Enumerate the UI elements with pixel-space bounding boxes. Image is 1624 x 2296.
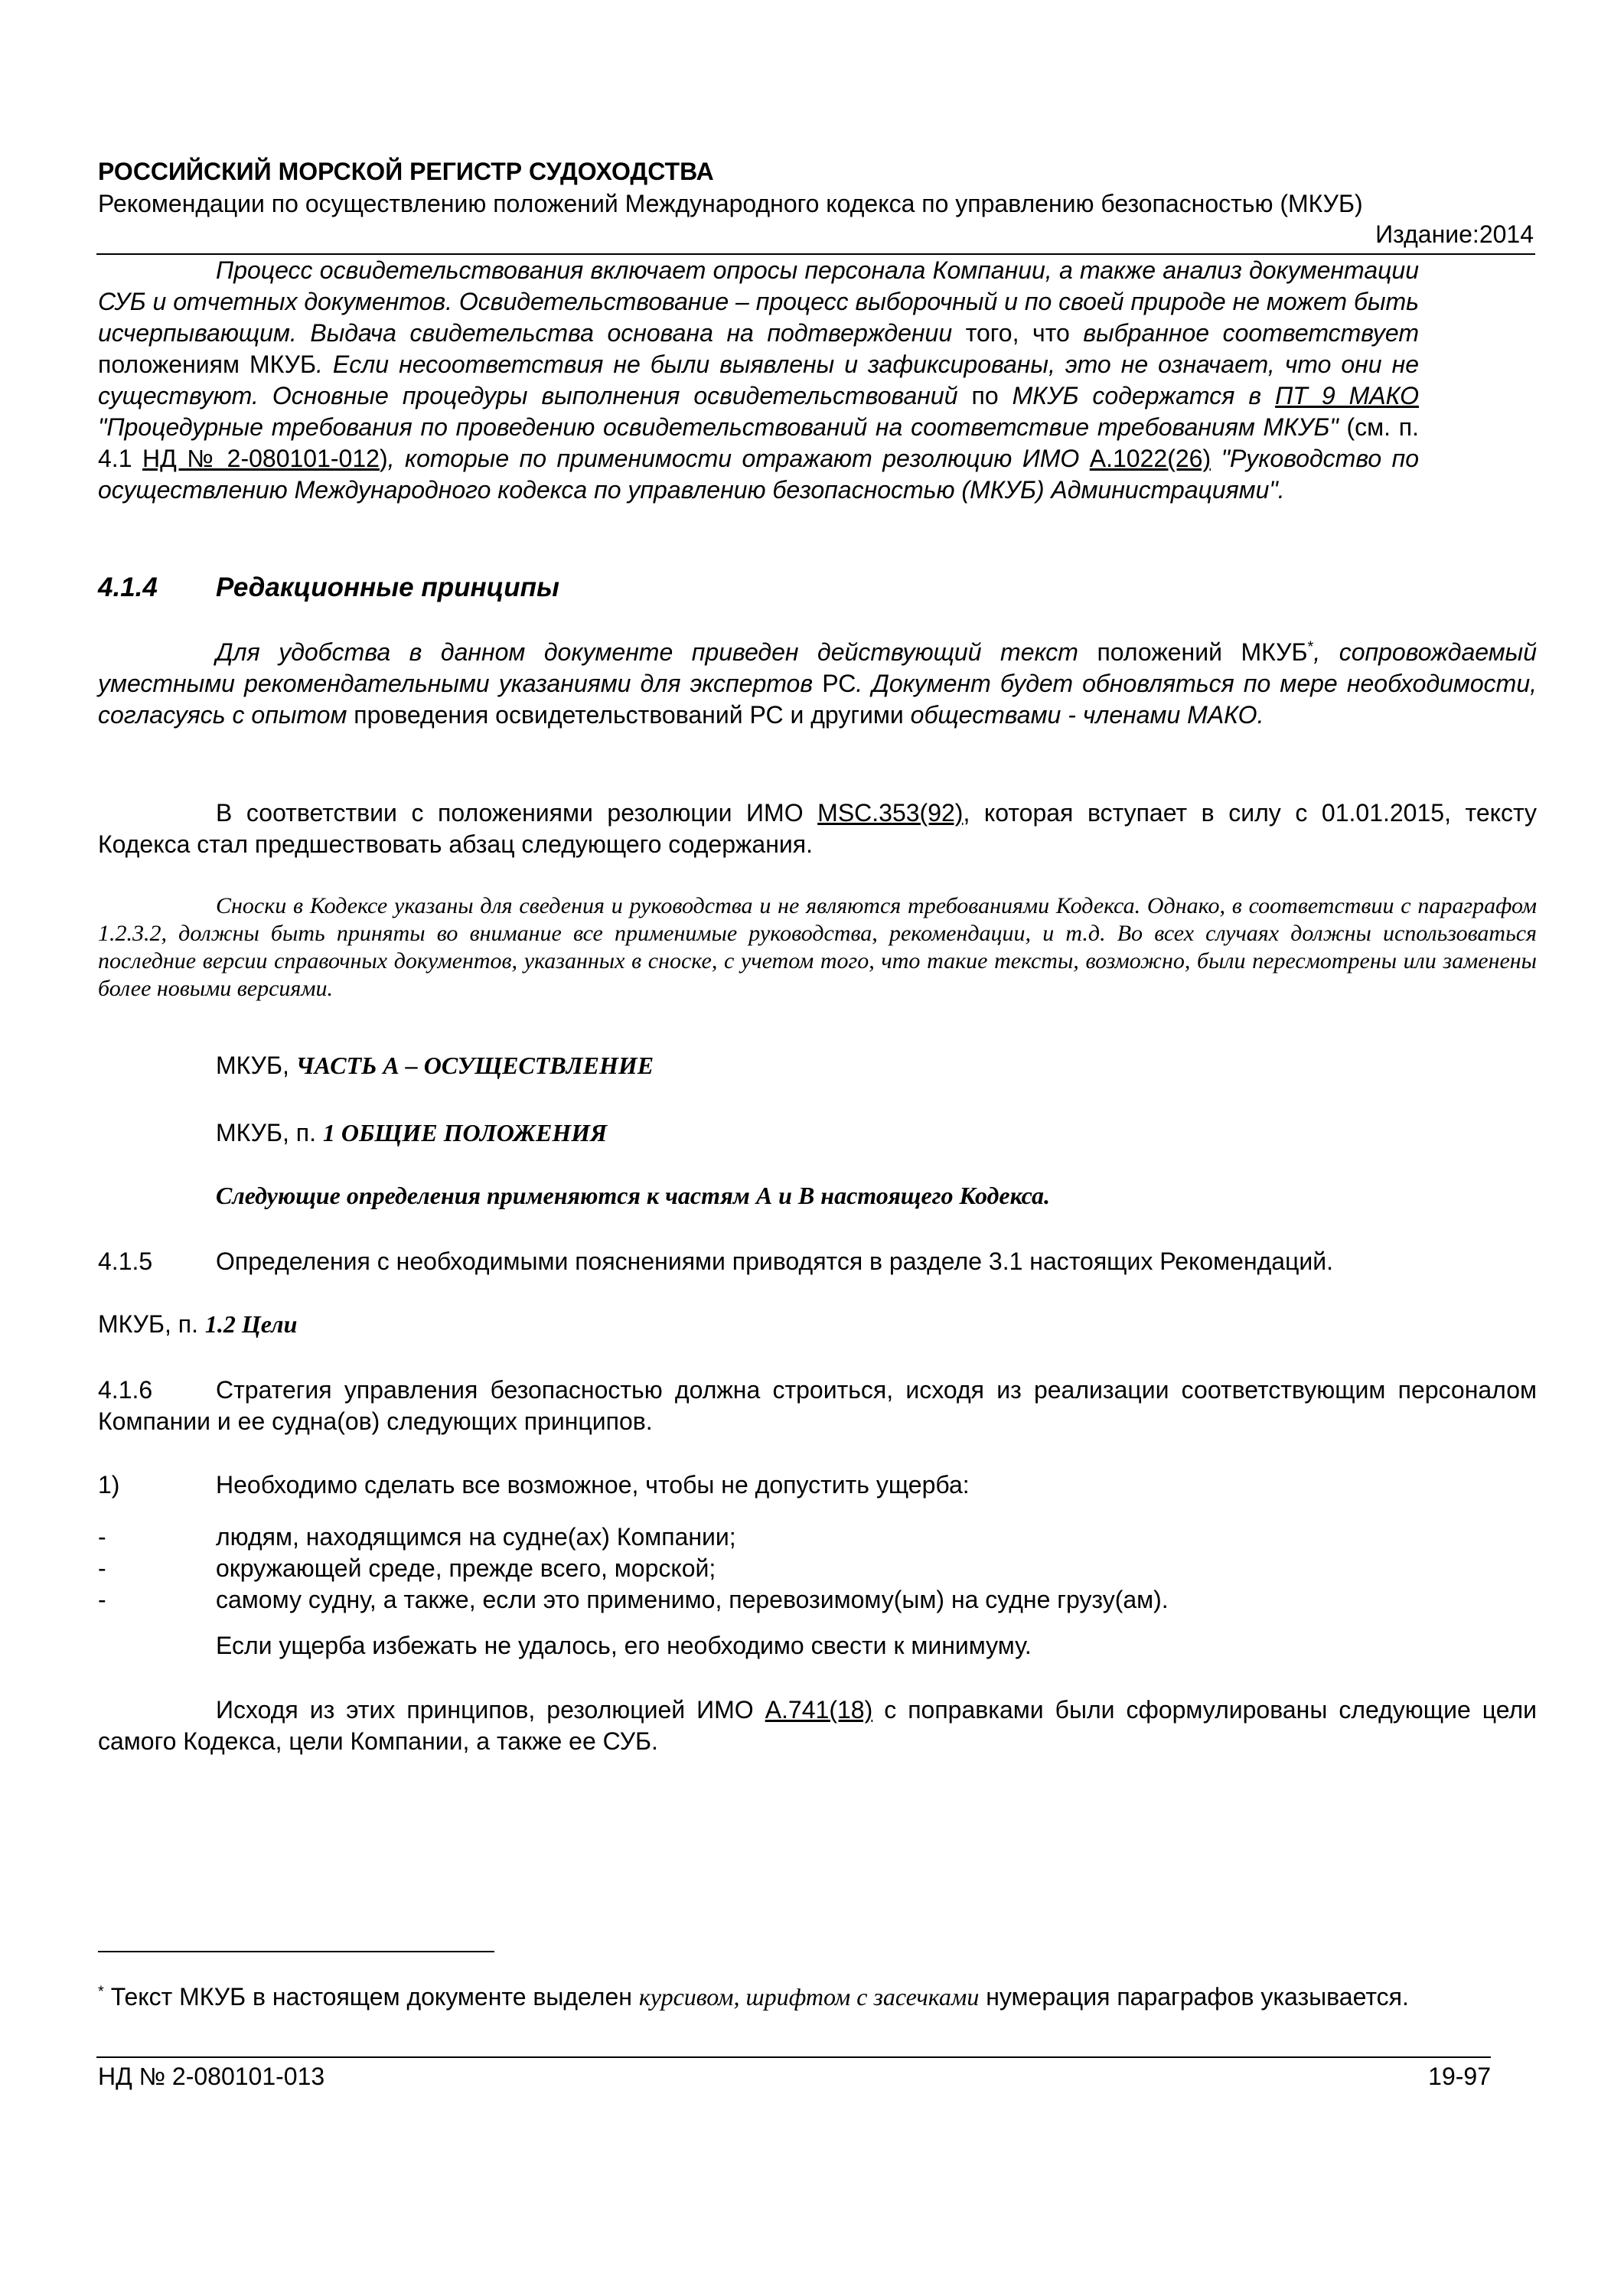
principles-text: обществами - членами МАКО. xyxy=(903,701,1264,729)
footnote xyxy=(98,1981,1537,2013)
footnote-mark: * xyxy=(98,1983,104,2001)
principles-text: Для удобства в данном документе приведен действующий текст xyxy=(216,638,1097,666)
footer-doc-number: НД № 2-080101-013 xyxy=(98,2063,325,2090)
footer-rule xyxy=(96,2056,1491,2058)
part-a-prefix: МКУБ, xyxy=(216,1052,296,1079)
intro-text: . Если несоответствия не были выявлены и зафиксированы, это не означает, что они не существуют. Основные процедуры выполнения освидетельствований xyxy=(98,351,1419,409)
item-number: 4.1.5 xyxy=(98,1247,153,1275)
intro-text: по xyxy=(971,382,999,409)
general-heading xyxy=(216,1117,607,1149)
principles-text: положений МКУБ xyxy=(1097,638,1308,666)
principles-paragraph xyxy=(98,637,1537,731)
code-quote-footnotes: Сноски в Кодексе указаны для сведения и руководства и не являются требованиями Кодекса. Однако, в соответствии с параграфом 1.2.3.2, должны быть приняты во внимание все применимые руководства, рекомендации, и т.д. Во всех случаях должны использоваться последние версии справочных документов, указанных в сноске, с учетом того, что такие тексты, возможно, были пересмотрены или заменены более новыми версиями. xyxy=(98,893,1537,1001)
link-a741[interactable]: А.741(18) xyxy=(765,1696,873,1724)
goals-prefix: МКУБ, п. xyxy=(98,1310,205,1338)
goals-text: с поправками были сформулированы следующие цели самого Кодекса, цели Компании, а также ее СУБ. xyxy=(98,1696,1538,1755)
link-msc353[interactable]: MSC.353(92) xyxy=(817,799,964,827)
edition: Издание:2014 xyxy=(1375,220,1534,248)
bullet-mark: - xyxy=(98,1586,106,1613)
intro-text: того, что xyxy=(965,319,1070,347)
org-name: РОССИЙСКИЙ МОРСКОЙ РЕГИСТР СУДОХОДСТВА xyxy=(98,158,714,185)
intro-text: (см. п. 4.1 xyxy=(98,413,1420,472)
item-number: 4.1.6 xyxy=(98,1376,153,1404)
goals-title: 1.2 Цели xyxy=(204,1310,298,1338)
link-pt9-mako[interactable]: ПТ 9 МАКО xyxy=(1275,382,1420,409)
list-item xyxy=(98,1584,1537,1616)
list-item xyxy=(98,1553,1537,1584)
link-a1022[interactable]: А.1022(26) xyxy=(1089,445,1211,472)
bullet-text: окружающей среде, прежде всего, морской; xyxy=(216,1554,716,1582)
item-4-1-5 xyxy=(98,1246,1537,1277)
msc-text: , которая вступает в силу с 01.01.2015, тексту Кодекса стал предшествовать абзац следующего содержания. xyxy=(98,799,1538,858)
footnote-separator xyxy=(98,1951,494,1952)
part-a-title: ЧАСТЬ А – ОСУЩЕСТВЛЕНИЕ xyxy=(295,1052,654,1079)
intro-paragraph xyxy=(98,255,1419,506)
msc-text: В соответствии с положениями резолюции ИМО xyxy=(216,799,818,827)
footnote-text: нумерация параграфов указывается. xyxy=(979,1983,1409,2011)
intro-text: "Руководство по осуществлению Международного кодекса по управлению безопасностью (МКУБ) Администрациями". xyxy=(98,445,1420,504)
item-text: Необходимо сделать все возможное, чтобы не допустить ущерба: xyxy=(216,1471,970,1499)
item-text: Стратегия управления безопасностью должна строиться, исходя из реализации соответствующим персоналом Компании и ее судна(ов) следующих принципов. xyxy=(98,1376,1537,1435)
definitions-note: Следующие определения применяются к частям А и В настоящего Кодекса. xyxy=(216,1182,1050,1209)
bullet-mark: - xyxy=(98,1554,106,1582)
item-number: 1) xyxy=(98,1471,120,1499)
link-nd-012[interactable]: НД № 2-080101-012 xyxy=(142,445,380,472)
item-4-1-6 xyxy=(98,1375,1537,1437)
principles-text: проведения освидетельствований РС и другими xyxy=(354,701,904,729)
page-number: 19-97 xyxy=(1428,2063,1491,2090)
section-number: 4.1.4 xyxy=(98,572,158,602)
intro-text: Процесс освидетельствования включает опросы персонала Компании, а также анализ документации СУБ и отчетных документов. Освидетельствование – процесс выборочный и по своей природе не может быть исчерпывающим. Выдача свидетельства основана на подтверждении xyxy=(98,256,1419,347)
goals-heading xyxy=(98,1309,297,1340)
intro-text: , которые по применимости отражают резолюцию ИМО xyxy=(387,445,1090,472)
principles-text: РС xyxy=(822,670,856,697)
bullet-text: людям, находящимся на судне(ах) Компании; xyxy=(216,1523,736,1551)
item-text: Определения с необходимыми пояснениями приводятся в разделе 3.1 настоящих Рекомендаций. xyxy=(216,1247,1334,1275)
general-title: 1 ОБЩИЕ ПОЛОЖЕНИЯ xyxy=(322,1119,608,1146)
bullet-mark: - xyxy=(98,1523,106,1551)
goals-text: Исходя из этих принципов, резолюцией ИМО xyxy=(216,1696,765,1724)
item-1 xyxy=(98,1469,1537,1501)
footnote-text: курсивом, шрифтом с засечками xyxy=(638,1983,980,2011)
bullet-text: самому судну, а также, если это применимо, перевозимому(ым) на судне грузу(ам). xyxy=(216,1586,1169,1613)
goals-paragraph xyxy=(98,1694,1537,1757)
intro-text: положениям МКУБ xyxy=(98,351,316,378)
msc-paragraph xyxy=(98,797,1537,860)
intro-text: ) xyxy=(379,445,388,472)
section-title: Редакционные принципы xyxy=(216,572,559,602)
footnote-text: Текст МКУБ в настоящем документе выделен xyxy=(103,1983,639,2011)
principles-text: , сопровождаемый уместными рекомендательными указаниями для экспертов xyxy=(98,638,1538,697)
list-item xyxy=(98,1521,1537,1553)
intro-text: выбранное соответствует xyxy=(1069,319,1420,347)
principles-text: . Документ будет обновляться по мере необходимости, согласуясь с опытом xyxy=(98,670,1538,729)
general-prefix: МКУБ, п. xyxy=(216,1119,323,1146)
part-a-heading xyxy=(216,1050,654,1081)
footnote-ref[interactable]: * xyxy=(1307,638,1314,656)
intro-text: "Процедурные требования по проведению освидетельствований на соответствие требованиям МКУБ" xyxy=(98,413,1347,441)
minimize-text: Если ущерба избежать не удалось, его необходимо свести к минимуму. xyxy=(216,1632,1032,1659)
doc-subtitle: Рекомендации по осуществлению положений Международного кодекса по управлению безопасностью (МКУБ) xyxy=(98,190,1363,217)
intro-text: МКУБ содержатся в xyxy=(998,382,1276,409)
